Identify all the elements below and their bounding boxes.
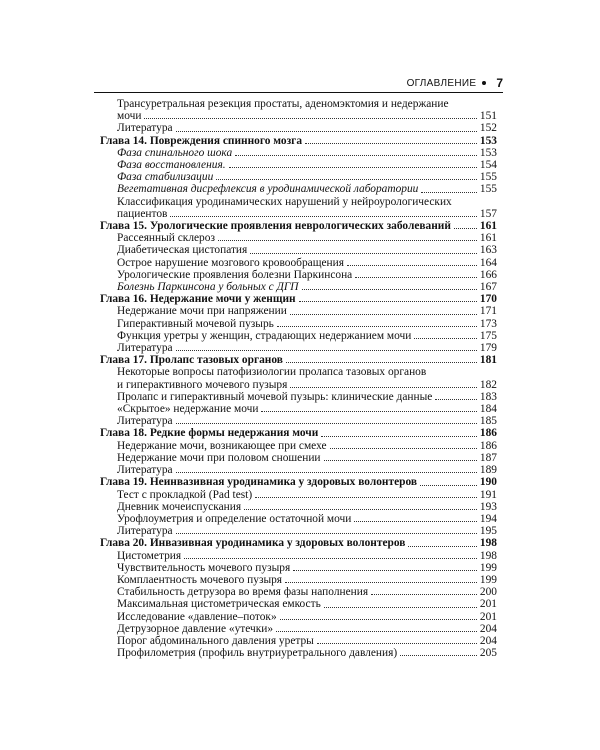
toc-entry bbox=[100, 623, 497, 635]
dot-leader bbox=[276, 631, 477, 632]
toc-entry bbox=[100, 366, 497, 378]
page-number: 7 bbox=[496, 76, 503, 90]
toc-entry-page: 179 bbox=[479, 342, 497, 355]
toc-entry-title: «Скрытое» недержание мочи bbox=[117, 403, 259, 416]
toc-entry bbox=[100, 196, 497, 208]
toc-entry-page: 187 bbox=[479, 451, 497, 464]
toc-entry bbox=[100, 635, 497, 647]
dot-leader bbox=[371, 594, 477, 595]
toc-entry-title: Глава 18. Редкие формы недержания мочи bbox=[100, 427, 319, 440]
toc-entry-page: 204 bbox=[479, 622, 497, 635]
toc-entry-page: 155 bbox=[479, 183, 497, 196]
toc-entry bbox=[100, 501, 497, 513]
dot-leader bbox=[435, 399, 477, 400]
toc-entry-page: 186 bbox=[479, 439, 497, 452]
dot-leader bbox=[299, 301, 477, 302]
toc-entry-page: 161 bbox=[479, 232, 497, 245]
dot-leader bbox=[218, 240, 477, 241]
dot-leader bbox=[261, 411, 476, 412]
toc-entry bbox=[100, 403, 497, 415]
toc-entry-page: 170 bbox=[479, 293, 497, 306]
toc-entry-page: 164 bbox=[479, 256, 497, 269]
toc-entry-page: 173 bbox=[479, 317, 497, 330]
dot-leader bbox=[176, 472, 477, 473]
toc-entry bbox=[100, 269, 497, 281]
header-rule bbox=[94, 92, 503, 93]
toc-entry-page: 185 bbox=[479, 415, 497, 428]
toc-entry-title: Классификация уродинамических нарушений у нейроурологических bbox=[117, 195, 452, 208]
toc-entry bbox=[100, 598, 497, 610]
toc-chapter-entry bbox=[100, 220, 497, 232]
toc-entry-page: 195 bbox=[479, 525, 497, 538]
toc-entry bbox=[100, 574, 497, 586]
toc-entry-title: Фаза восстановления. bbox=[117, 159, 226, 172]
toc-entry bbox=[100, 305, 497, 317]
toc-entry bbox=[100, 330, 497, 342]
toc-entry bbox=[100, 586, 497, 598]
toc-chapter-entry bbox=[100, 354, 497, 366]
toc-entry-title: Исследование «давление–поток» bbox=[117, 610, 277, 623]
dot-leader bbox=[324, 607, 477, 608]
toc-entry-page: 204 bbox=[479, 634, 497, 647]
dot-leader bbox=[290, 387, 477, 388]
dot-leader bbox=[317, 643, 477, 644]
toc-entry-title: Литература bbox=[117, 122, 173, 135]
dot-leader bbox=[400, 655, 477, 656]
dot-leader bbox=[321, 436, 477, 437]
toc-entry-title: Стабильность детрузора во время фазы наполнения bbox=[117, 586, 369, 599]
toc-entry-page: 167 bbox=[479, 281, 497, 294]
toc-chapter-entry bbox=[100, 427, 497, 439]
toc-chapter-entry bbox=[100, 476, 497, 488]
dot-leader bbox=[255, 497, 477, 498]
dot-leader bbox=[216, 179, 477, 180]
dot-leader bbox=[302, 289, 477, 290]
dot-leader bbox=[176, 423, 477, 424]
running-header bbox=[395, 75, 503, 91]
toc-entry-title: Профилометрия (профиль внутриуретрального давления) bbox=[117, 647, 398, 660]
toc-entry-page: 153 bbox=[479, 134, 497, 147]
toc-entry-page: 157 bbox=[479, 207, 497, 220]
dot-leader bbox=[421, 192, 477, 193]
bullet-icon bbox=[482, 81, 486, 85]
toc-entry-title: Диабетическая цистопатия bbox=[117, 244, 248, 257]
toc-entry-title: Литература bbox=[117, 464, 173, 477]
toc-entry bbox=[100, 232, 497, 244]
dot-leader bbox=[354, 521, 477, 522]
toc-entry-title: пациентов bbox=[117, 207, 168, 220]
toc-entry-title: Порог абдоминального давления уретры bbox=[117, 634, 314, 647]
toc-entry-page: 181 bbox=[479, 354, 497, 367]
toc-entry-title: Рассеянный склероз bbox=[117, 232, 215, 245]
toc-entry-title: Некоторые вопросы патофизиологии пролапса тазовых органов bbox=[117, 366, 427, 379]
toc-entry bbox=[100, 611, 497, 623]
toc-entry-title: Вегетативная дисрефлексия в уродинамической лаборатории bbox=[117, 183, 419, 196]
toc-entry-page: 198 bbox=[479, 537, 497, 550]
toc-entry-page: 200 bbox=[479, 586, 497, 599]
dot-leader bbox=[144, 118, 476, 119]
dot-leader bbox=[305, 143, 477, 144]
toc-entry bbox=[100, 440, 497, 452]
toc-entry-title: Фаза спинального шока bbox=[117, 146, 233, 159]
dot-leader bbox=[280, 619, 477, 620]
toc-chapter-entry bbox=[100, 537, 497, 549]
toc-entry-title: и гиперактивного мочевого пузыря bbox=[117, 378, 288, 391]
toc-entry bbox=[100, 342, 497, 354]
toc-entry bbox=[100, 110, 497, 122]
toc-entry bbox=[100, 318, 497, 330]
toc-entry-page: 163 bbox=[479, 244, 497, 257]
dot-leader bbox=[176, 533, 477, 534]
toc-entry-page: 191 bbox=[479, 488, 497, 501]
toc-entry-title: Глава 16. Недержание мочи у женщин bbox=[100, 293, 296, 306]
dot-leader bbox=[324, 460, 477, 461]
toc-entry-title: Чувствительность мочевого пузыря bbox=[117, 561, 291, 574]
dot-leader bbox=[286, 362, 477, 363]
toc-entry-title: Пролапс и гиперактивный мочевой пузырь: клинические данные bbox=[117, 390, 433, 403]
toc-entry bbox=[100, 379, 497, 391]
dot-leader bbox=[330, 448, 477, 449]
toc-entry-title: Комплаентность мочевого пузыря bbox=[117, 573, 283, 586]
toc-entry bbox=[100, 647, 497, 659]
toc-entry bbox=[100, 98, 497, 110]
dot-leader bbox=[235, 155, 477, 156]
dot-leader bbox=[355, 277, 477, 278]
toc-entry bbox=[100, 281, 497, 293]
dot-leader bbox=[414, 338, 477, 339]
toc-entry-page: 155 bbox=[479, 171, 497, 184]
dot-leader bbox=[176, 350, 477, 351]
toc-entry bbox=[100, 122, 497, 134]
toc-entry-title: Глава 15. Урологические проявления неврологических заболеваний bbox=[100, 220, 451, 233]
toc-entry-page: 154 bbox=[479, 159, 497, 172]
toc-entry-page: 182 bbox=[479, 378, 497, 391]
dot-leader bbox=[420, 485, 477, 486]
dot-leader bbox=[408, 546, 476, 547]
toc-entry-title: Острое нарушение мозгового кровообращения bbox=[117, 256, 344, 269]
toc-entry bbox=[100, 415, 497, 427]
dot-leader bbox=[250, 253, 477, 254]
toc-entry-page: 193 bbox=[479, 500, 497, 513]
toc-entry-page: 194 bbox=[479, 512, 497, 525]
toc-entry-page: 151 bbox=[479, 110, 497, 123]
toc-entry bbox=[100, 489, 497, 501]
toc-entry bbox=[100, 183, 497, 195]
toc-entry bbox=[100, 244, 497, 256]
toc-entry-title: Максимальная цистометрическая емкость bbox=[117, 598, 321, 611]
toc-entry bbox=[100, 208, 497, 220]
toc-entry-title: Литература bbox=[117, 342, 173, 355]
dot-leader bbox=[184, 558, 477, 559]
dot-leader bbox=[285, 582, 477, 583]
toc-entry bbox=[100, 452, 497, 464]
toc-entry bbox=[100, 513, 497, 525]
toc-entry-page: 201 bbox=[479, 610, 497, 623]
toc-entry-page: 152 bbox=[479, 122, 497, 135]
toc-entry-title: Недержание мочи, возникающее при смехе bbox=[117, 439, 327, 452]
table-of-contents bbox=[100, 98, 497, 659]
toc-entry-page: 198 bbox=[479, 549, 497, 562]
toc-entry-title: Недержание мочи при половом сношении bbox=[117, 451, 321, 464]
dot-leader bbox=[170, 216, 477, 217]
toc-entry-title: Недержание мочи при напряжении bbox=[117, 305, 287, 318]
dot-leader bbox=[229, 167, 477, 168]
toc-entry bbox=[100, 391, 497, 403]
toc-entry-page: 153 bbox=[479, 146, 497, 159]
toc-entry-title: Гиперактивный мочевой пузырь bbox=[117, 317, 274, 330]
toc-entry-title: мочи bbox=[117, 110, 142, 123]
toc-entry-title: Глава 20. Инвазивная уродинамика у здоровых волонтеров bbox=[100, 537, 406, 550]
toc-entry-title: Функция уретры у женщин, страдающих недержанием мочи bbox=[117, 329, 412, 342]
toc-entry-page: 175 bbox=[479, 329, 497, 342]
toc-entry-title: Глава 17. Пролапс тазовых органов bbox=[100, 354, 283, 367]
dot-leader bbox=[290, 314, 477, 315]
toc-entry-title: Цистометрия bbox=[117, 549, 182, 562]
toc-entry-title: Литература bbox=[117, 525, 173, 538]
toc-entry-page: 205 bbox=[479, 647, 497, 660]
toc-entry-page: 201 bbox=[479, 598, 497, 611]
toc-entry-title: Болезнь Паркинсона у больных с ДГП bbox=[117, 281, 299, 294]
toc-entry bbox=[100, 257, 497, 269]
toc-entry bbox=[100, 562, 497, 574]
toc-entry bbox=[100, 159, 497, 171]
dot-leader bbox=[347, 265, 477, 266]
toc-entry bbox=[100, 464, 497, 476]
toc-entry-title: Фаза стабилизации bbox=[117, 171, 214, 184]
toc-entry-page: 161 bbox=[479, 220, 497, 233]
toc-entry-page: 199 bbox=[479, 561, 497, 574]
dot-leader bbox=[293, 570, 477, 571]
toc-entry-title: Глава 14. Повреждения спинного мозга bbox=[100, 134, 303, 147]
toc-entry bbox=[100, 147, 497, 159]
toc-entry-page: 186 bbox=[479, 427, 497, 440]
dot-leader bbox=[176, 131, 477, 132]
toc-entry-title: Литература bbox=[117, 415, 173, 428]
toc-entry bbox=[100, 525, 497, 537]
toc-entry-title: Детрузорное давление «утечки» bbox=[117, 622, 274, 635]
dot-leader bbox=[277, 326, 477, 327]
toc-chapter-entry bbox=[100, 293, 497, 305]
toc-entry-title: Урофлоуметрия и определение остаточной мочи bbox=[117, 512, 352, 525]
toc-entry-page: 166 bbox=[479, 268, 497, 281]
toc-entry-title: Трансуретральная резекция простаты, аденомэктомия и недержание bbox=[117, 98, 449, 110]
toc-entry bbox=[100, 550, 497, 562]
toc-entry-title: Урологические проявления болезни Паркинсона bbox=[117, 268, 353, 281]
toc-entry-page: 199 bbox=[479, 573, 497, 586]
toc-entry-title: Дневник мочеиспускания bbox=[117, 500, 242, 513]
toc-entry-page: 183 bbox=[479, 390, 497, 403]
toc-entry bbox=[100, 171, 497, 183]
toc-chapter-entry bbox=[100, 135, 497, 147]
dot-leader bbox=[244, 509, 477, 510]
toc-entry-page: 171 bbox=[479, 305, 497, 318]
toc-entry-page: 189 bbox=[479, 464, 497, 477]
toc-entry-page: 190 bbox=[479, 476, 497, 489]
toc-entry-page: 184 bbox=[479, 403, 497, 416]
running-header-title: ОГЛАВЛЕНИЕ bbox=[406, 77, 477, 89]
toc-entry-title: Глава 19. Неинвазивная уродинамика у здоровых волонтеров bbox=[100, 476, 418, 489]
dot-leader bbox=[454, 228, 477, 229]
toc-entry-title: Тест с прокладкой (Pad test) bbox=[117, 488, 253, 501]
